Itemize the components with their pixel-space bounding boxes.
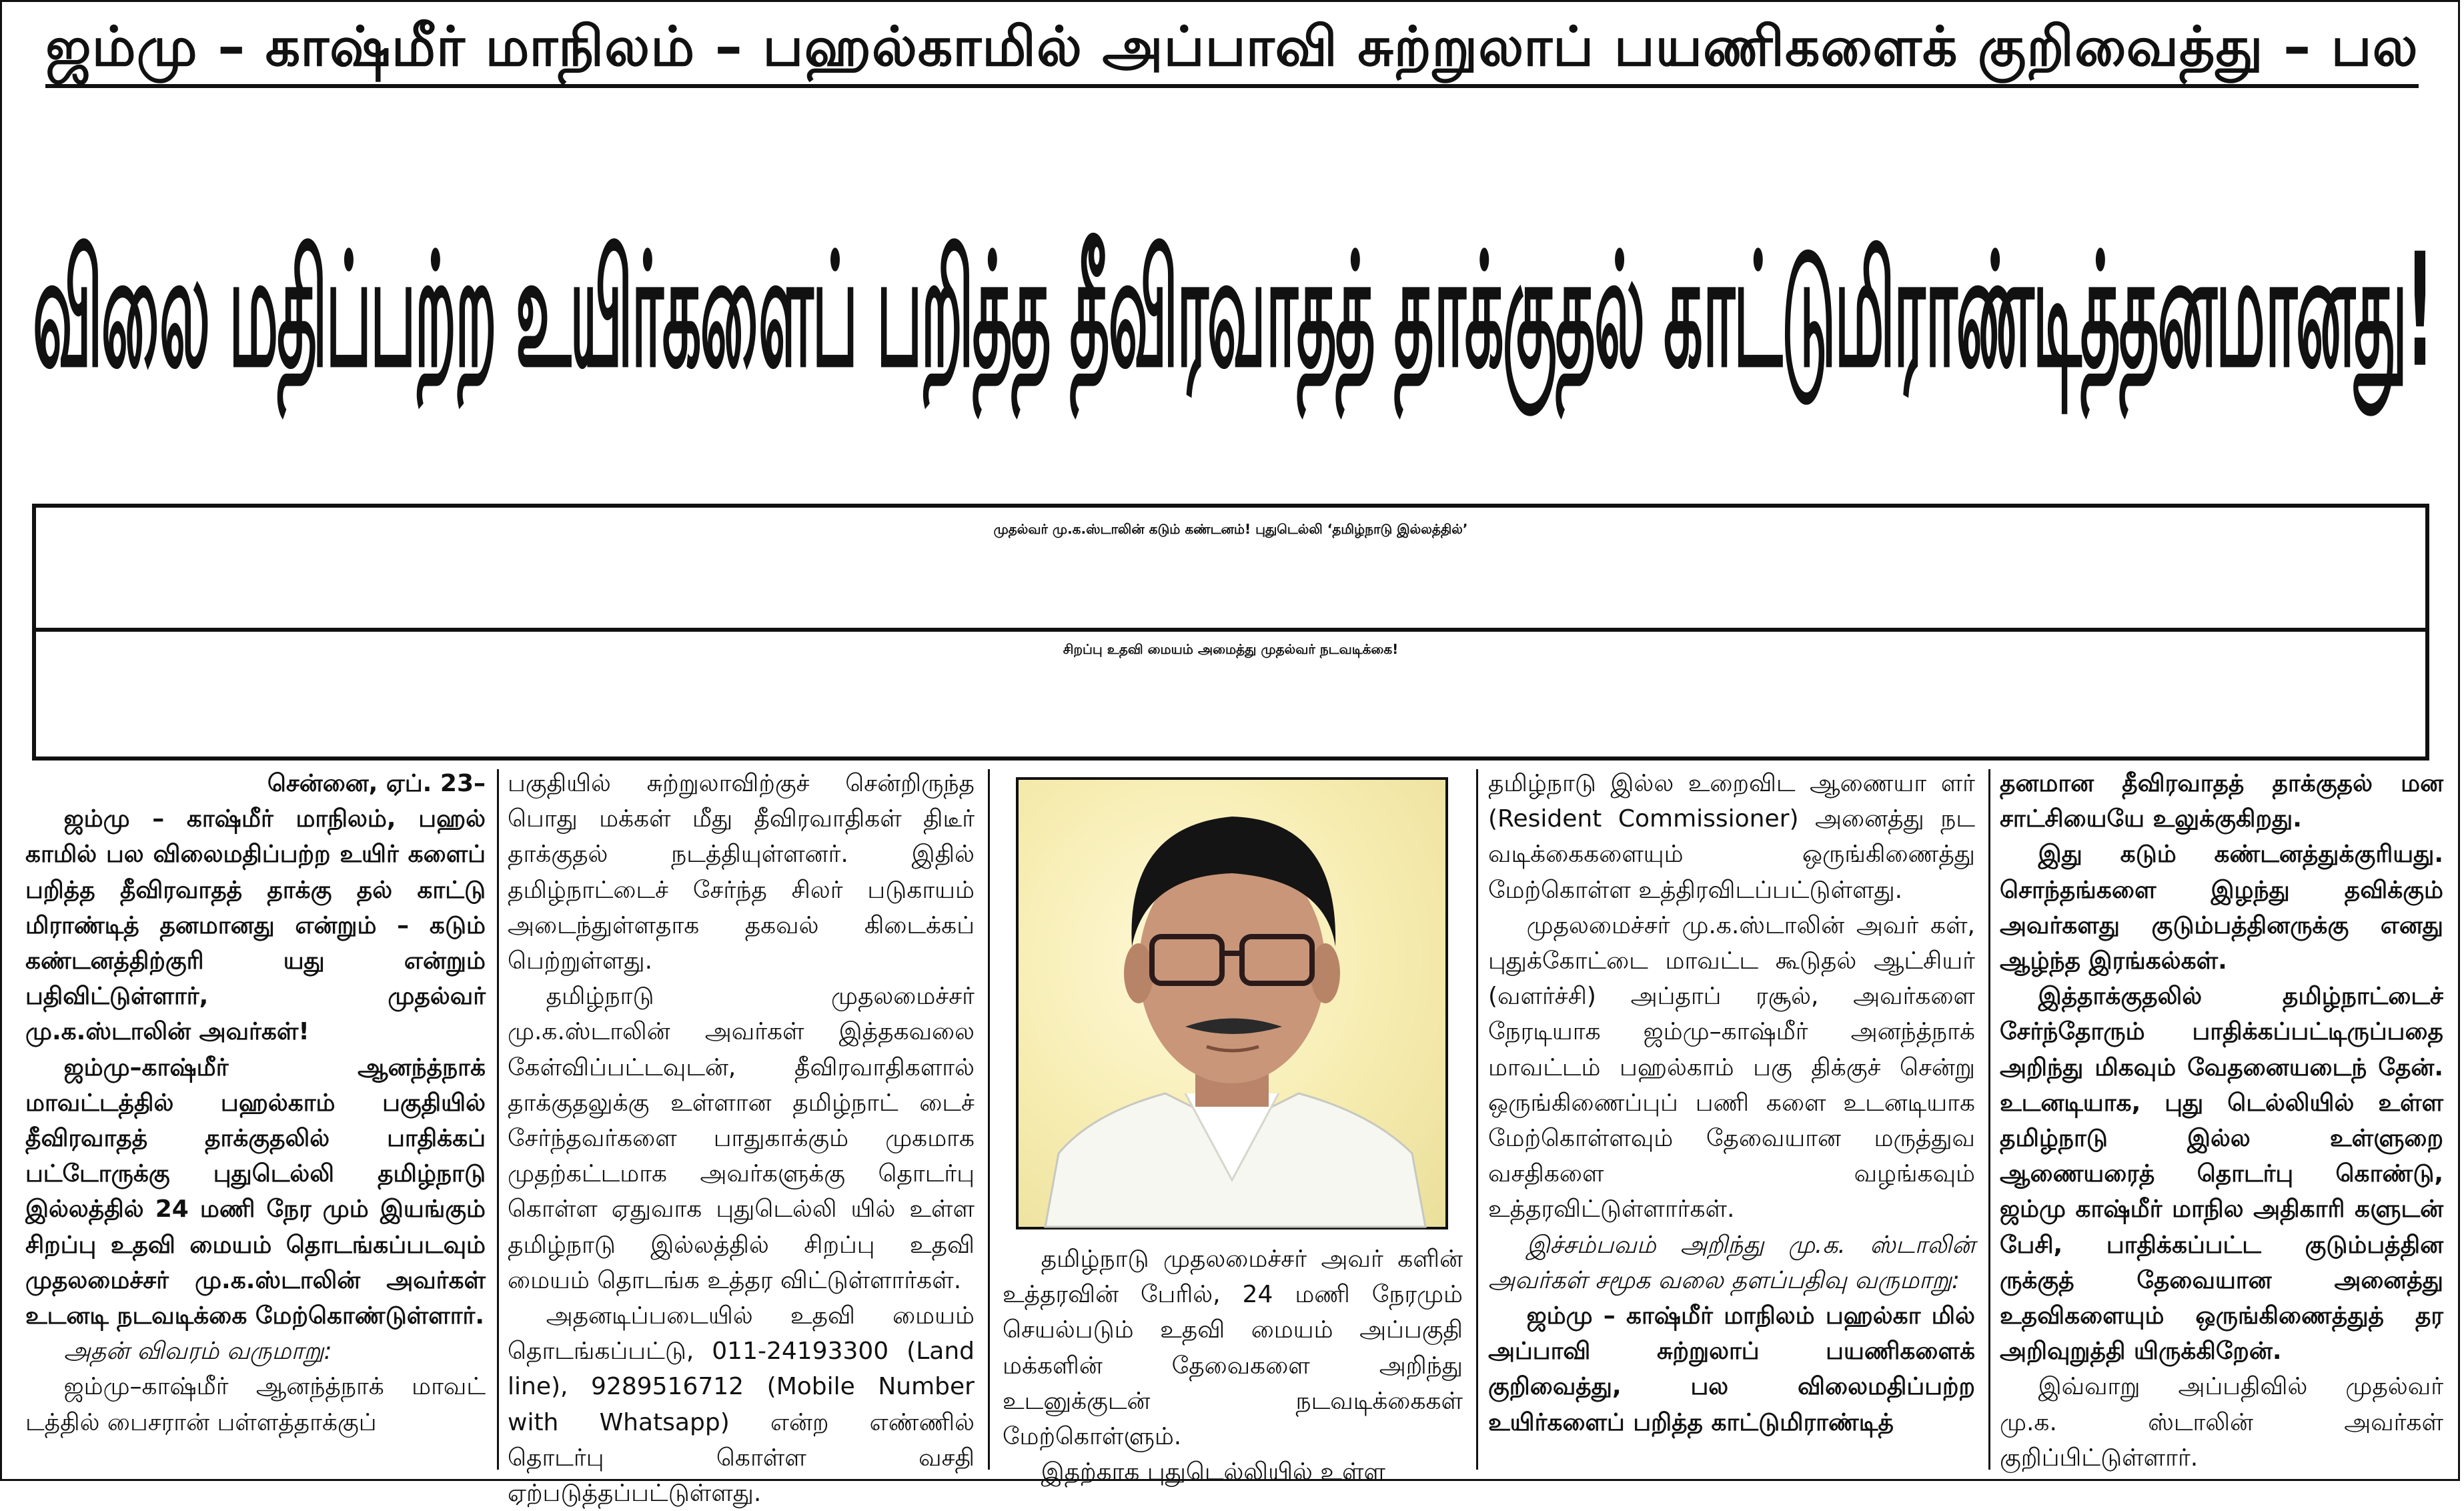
portrait-photo — [1016, 777, 1448, 1229]
subhead-divider — [36, 628, 2425, 632]
portrait-illustration — [1019, 780, 1445, 1227]
article-column-2 — [508, 766, 975, 1508]
photo-caption-column — [1003, 1241, 1463, 1486]
column-rule — [1476, 769, 1478, 1470]
paragraph: தமிழ்நாடு முதலமைச்சர் அவர் களின் உத்தரவின் பேரில், 24 மணி நேரமும் செயல்படும் உதவி மையம் அப்பகுதி மக்களின் தேவைகளை அறிந்து உடனுக்குடன் நடவடிக்கைகள் மேற்கொள்ளும். — [1003, 1245, 1463, 1451]
headline — [22, 135, 2443, 509]
kicker-line — [2, 15, 2462, 86]
paragraph: பகுதியில் சுற்றுலாவிற்குச் சென்றிருந்த பொது மக்கள் மீது தீவிரவாதிகள் திடீர் தாக்குதல் நடத்தியுள்ளனர். இதில் தமிழ்நாட்டைச் சேர்ந்த சிலர் படுகாயம் அடைந்துள்ளதாக தகவல் கிடைக்கப் பெற்றுள்ளது. — [508, 770, 975, 975]
dateline: சென்னை, ஏப். 23– — [267, 770, 486, 797]
paragraph: தனமான தீவிரவாதத் தாக்குதல் மன சாட்சியையே உலுக்குகிறது. — [2000, 770, 2443, 833]
article-column-1 — [25, 766, 486, 1473]
headline-text: விலை மதிப்பற்ற உயிர்களைப் பறித்த தீவிரவாதத் தாக்குதல் காட்டுமிராண்டித்தனமானது! — [33, 220, 2433, 402]
paragraph: இதற்காக புதுடெல்லியில் உள்ள — [1041, 1458, 1386, 1486]
paragraph: இவ்வாறு அப்பதிவில் முதல்வர் மு.க. ஸ்டாலின் அவர்கள் குறிப்பிட்டுள்ளார். — [2000, 1373, 2443, 1472]
paragraph: இத்தாக்குதலில் தமிழ்நாட்டைச் சேர்ந்தோரும் பாதிக்கப்பட்டிருப்பதை அறிந்து மிகவும் வேதனையடைந் தேன். உடனடியாக, புது டெல்லியில் உள்ள தமிழ்நாடு இல்ல உள்ளுறை ஆணையரைத் தொடர்பு கொண்டு, ஜம்மு காஷ்மீர் மாநில அதிகாரி களுடன் பேசி, பாதிக்கப்பட்ட குடும்பத்தின ருக்குத் தேவையான அனைத்து உதவிகளையும் ஒருங்கிணைத்துத் தர அறிவுறுத்தி யிருக்கிறேன். — [2000, 983, 2443, 1366]
column-rule — [988, 769, 990, 1470]
kicker-text: ஜம்மு – காஷ்மீர் மாநிலம் – பஹல்காமில் அப்பாவி சுற்றுலாப் பயணிகளைக் குறிவைத்து – பல — [45, 15, 2419, 88]
article-column-5 — [2000, 766, 2443, 1473]
column-rule — [1988, 769, 1990, 1470]
subhead-line-1: முதல்வர் மு.க.ஸ்டாலின் கடும் கண்டனம்! புதுடெல்லி ‘தமிழ்நாடு இல்லத்தில்’ — [993, 521, 1468, 537]
paragraph: தமிழ்நாடு முதலமைச்சர் மு.க.ஸ்டாலின் அவர்கள் இத்தகவலை கேள்விப்பட்டவுடன், தீவிரவாதிகளால் தாக்குதலுக்கு உள்ளான தமிழ்நாட் டைச் சேர்ந்தவர்களை பாதுகாக்கும் முகமாக முதற்கட்டமாக அவர்களுக்கு தொடர்பு கொள்ள ஏதுவாக புதுடெல்லி யில் உள்ள தமிழ்நாடு இல்லத்தில் சிறப்பு உதவி மையம் தொடங்க உத்தர விட்டுள்ளார்கள். — [508, 983, 975, 1294]
column-rule — [497, 769, 499, 1470]
subhead-box — [32, 504, 2429, 761]
paragraph: தமிழ்நாடு இல்ல உறைவிட ஆணையா ளர் (Resident Commissioner) அனைத்து நட வடிக்கைகளையும் ஒருங்கிணைத்து மேற்கொள்ள உத்திரவிடப்பட்டுள்ளது. — [1488, 770, 1975, 904]
paragraph: ஜம்மு – காஷ்மீர் மாநிலம் பஹல்கா மில் அப்பாவி சுற்றுலாப் பயணிகளைக் குறிவைத்து, பல விலைமதிப்பற்ற உயிர்களைப் பறித்த காட்டுமிராண்டித் — [1488, 1302, 1975, 1436]
paragraph: இச்சம்பவம் அறிந்து மு.க. ஸ்டாலின் அவர்கள் சமூக வலை தளப்பதிவு வருமாறு: — [1488, 1231, 1975, 1294]
paragraph: அதன் விவரம் வருமாறு: — [63, 1338, 332, 1366]
subhead-line-2: சிறப்பு உதவி மையம் அமைத்து முதல்வர் நடவடிக்கை! — [1063, 641, 1399, 657]
paragraph: ஜம்மு – காஷ்மீர் மாநிலம், பஹல் காமில் பல விலைமதிப்பற்ற உயிர் களைப் பறித்த தீவிரவாதத் தாக்கு தல் காட்டு மிராண்டித் தனமானது என்றும் – கடும் கண்டனத்திற்குரி யது என்றும் பதிவிட்டுள்ளார், முதல்வர் மு.க.ஸ்டாலின் அவர்கள்! — [25, 805, 486, 1046]
paragraph: அதனடிப்படையில் உதவி மையம் தொடங்கப்பட்டு, 011-24193300 (Land line), 9289516712 (Mobile Number with Whatsapp) என்ற எண்ணில் தொடர்பு கொள்ள வசதி ஏற்படுத்தப்பட்டுள்ளது. — [508, 1302, 975, 1508]
paragraph: ஜம்மு–காஷ்மீர் ஆனந்த்நாக் மாவட்டத்தில் பஹல்காம் பகுதியில் தீவிரவாதத் தாக்குதலில் பாதிக்கப் பட்டோருக்கு புதுடெல்லி தமிழ்நாடு இல்லத்தில் 24 மணி நேர மும் இயங்கும் சிறப்பு உதவி மையம் தொடங்கப்படவும் முதலமைச்சர் மு.க.ஸ்டாலின் அவர்கள் உடனடி நடவடிக்கை மேற்கொண்டுள்ளார். — [25, 1053, 486, 1330]
article-column-4 — [1488, 766, 1975, 1473]
paragraph: முதலமைச்சர் மு.க.ஸ்டாலின் அவர் கள், புதுக்கோட்டை மாவட்ட கூடுதல் ஆட்சியர் (வளர்ச்சி) அப்தாப் ரசூல், அவர்களை நேரடியாக ஜம்மு–காஷ்மீர் அனந்த்நாக் மாவட்டம் பஹல்காம் பகு திக்குச் சென்று ஒருங்கிணைப்புப் பணி களை உடனடியாக மேற்கொள்ளவும் தேவையான மருத்துவ வசதிகளை வழங்கவும் உத்தரவிட்டுள்ளார்கள். — [1488, 911, 1975, 1223]
paragraph: இது கடும் கண்டனத்துக்குரியது. சொந்தங்களை இழந்து தவிக்கும் அவர்களது குடும்பத்தினருக்கு எனது ஆழ்ந்த இரங்கல்கள். — [2000, 841, 2443, 975]
paragraph: ஜம்மு–காஷ்மீர் ஆனந்த்நாக் மாவட் டத்தில் பைசரான் பள்ளத்தாக்குப் — [25, 1373, 486, 1436]
